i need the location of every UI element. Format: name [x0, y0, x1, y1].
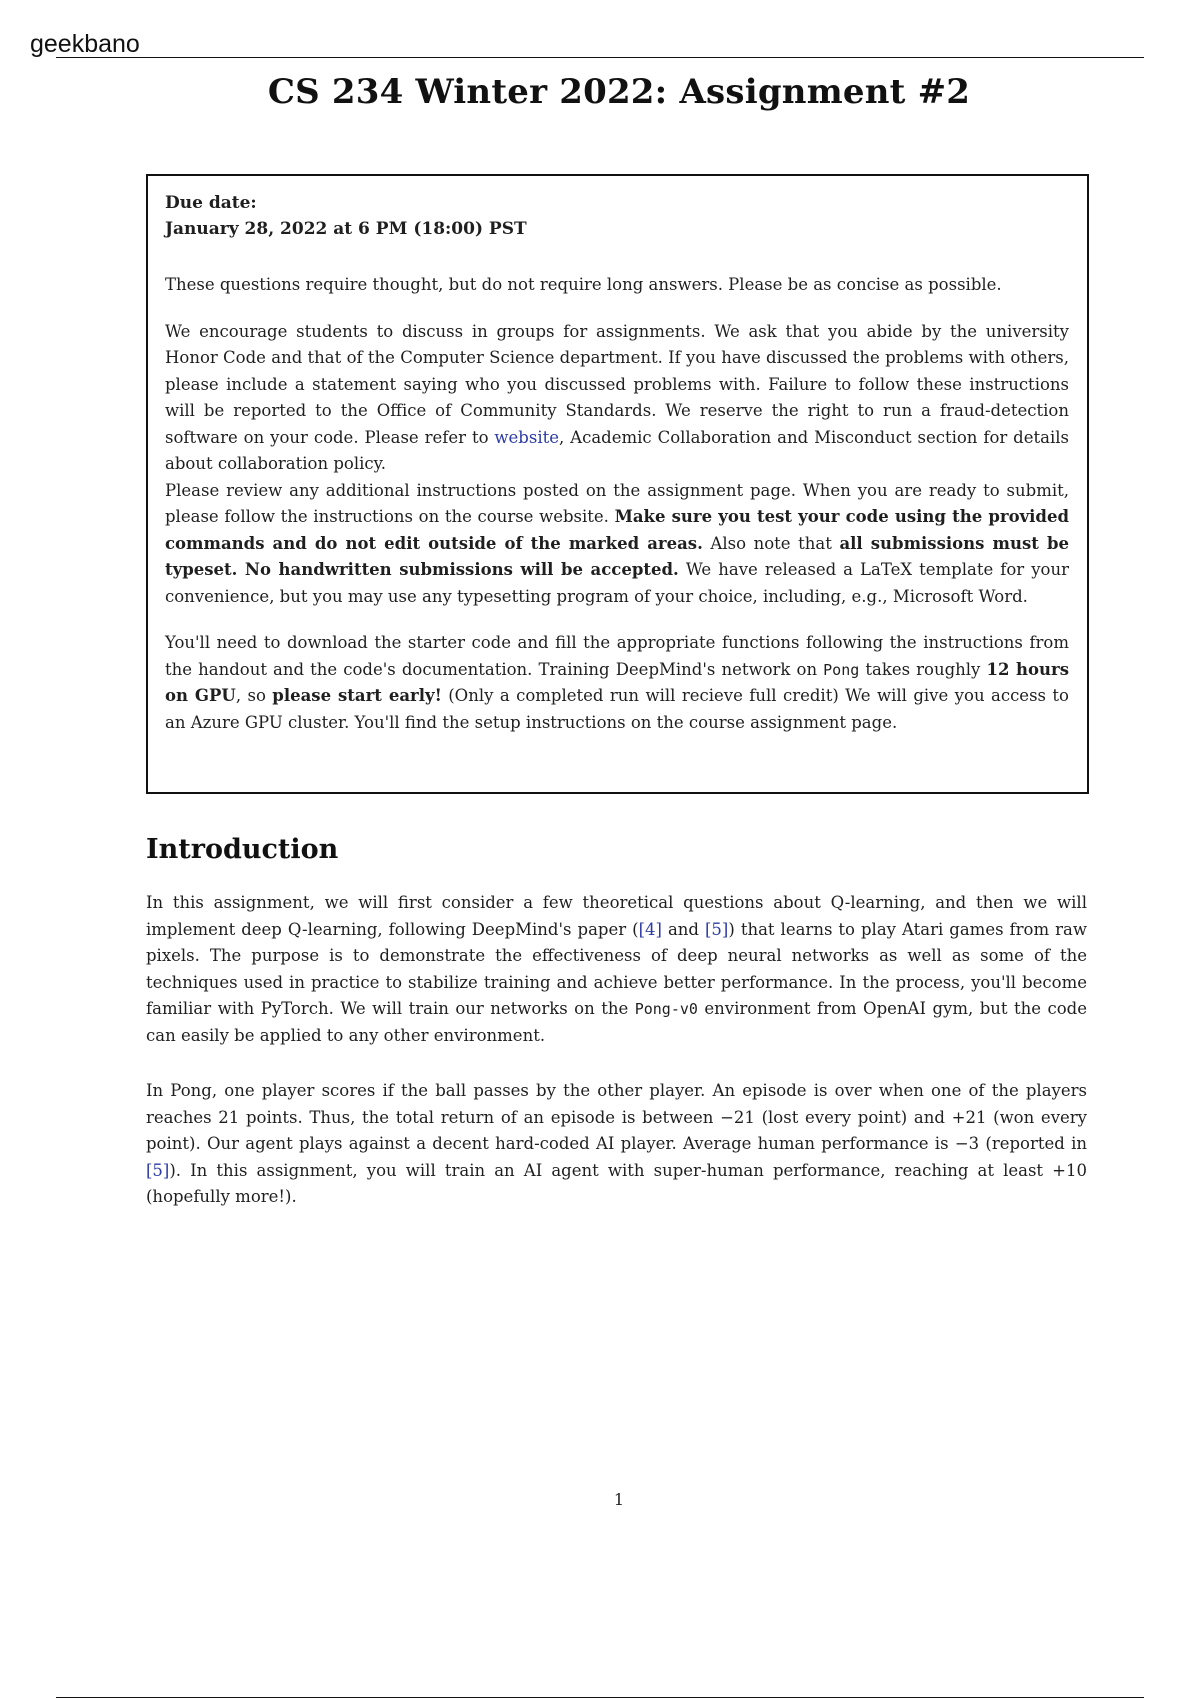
website-link[interactable]: website — [494, 427, 560, 447]
instructions-box — [146, 174, 1089, 794]
footer-rule — [56, 1697, 1144, 1698]
submission-paragraph: Please review any additional instructions posted on the assignment page. When you are ready to submit, please follow the instructions on the course website. Make sure you test your code using the provided commands and do not edit outside of the marked areas. Also note that all submissions must be typeset. No handwritten submissions will be accepted. We have released a LaTeX template for your convenience, but you may use any typesetting program of your choice, including, e.g., Microsoft Word. — [165, 480, 1070, 606]
citation-link-4[interactable]: [4] — [638, 919, 662, 939]
honor-code-paragraph: We encourage students to discuss in groups for assignments. We ask that you abide by the university Honor Code and that of the Computer Science department. If you have discussed the problems with others, please include a statement saying who you discussed problems with. Failure to follow these instructions will be reported to the Office of Community Standards. We reserve the right to run a fraud-detection software on your code. Please refer to website, Academic Collaboration and Misconduct section for details about collaboration policy. — [165, 321, 1069, 473]
citation-link-5b[interactable]: [5] — [146, 1160, 170, 1180]
concise-note: These questions require thought, but do not require long answers. Please be as concise as possible. — [165, 275, 1002, 294]
intro-paragraph-1: In this assignment, we will first consider a few theoretical questions about Q-learning, and then we will implement deep Q-learning, following DeepMind's paper ([4] and [5]) that learns to play Atari games from raw pixels. The purpose is to demonstrate the effectiveness of deep neural networks as well as some of the techniques used in practice to stabilize training and achieve better performance. In the process, you'll become familiar with PyTorch. We will train our networks on the Pong-v0 environment from OpenAI gym, but the code can easily be applied to any other environment. — [146, 893, 1087, 1045]
intro-paragraph-2: In Pong, one player scores if the ball passes by the other player. An episode is over when one of the players reaches 21 points. Thus, the total return of an episode is between −21 (lost every point) and +21 (won every point). Our agent plays against a decent hard-coded AI player. Average human performance is −3 (reported in [5]). In this assignment, you will train an AI agent with super-human performance, reaching at least +10 (hopefully more!). — [146, 1081, 1087, 1206]
starter-code-paragraph: You'll need to download the starter code and fill the appropriate functions following the instructions from the handout and the code's documentation. Training DeepMind's network on Pong takes roughly 12 hours on GPU, so please start early! (Only a completed run will recieve full credit) We will give you access to an Azure GPU cluster. You'll find the setup instructions on the course assignment page. — [165, 633, 1069, 732]
page-title: CS 234 Winter 2022: Assignment #2 — [267, 72, 971, 112]
page-number: 1 — [613, 1490, 625, 1509]
due-date-label: Due date: — [165, 193, 257, 213]
due-date-value: January 28, 2022 at 6 PM (18:00) PST — [165, 219, 527, 239]
header-rule — [56, 57, 1144, 58]
section-heading-introduction: Introduction — [146, 834, 339, 865]
watermark: geekbano — [30, 30, 140, 58]
citation-link-5[interactable]: [5] — [705, 919, 729, 939]
